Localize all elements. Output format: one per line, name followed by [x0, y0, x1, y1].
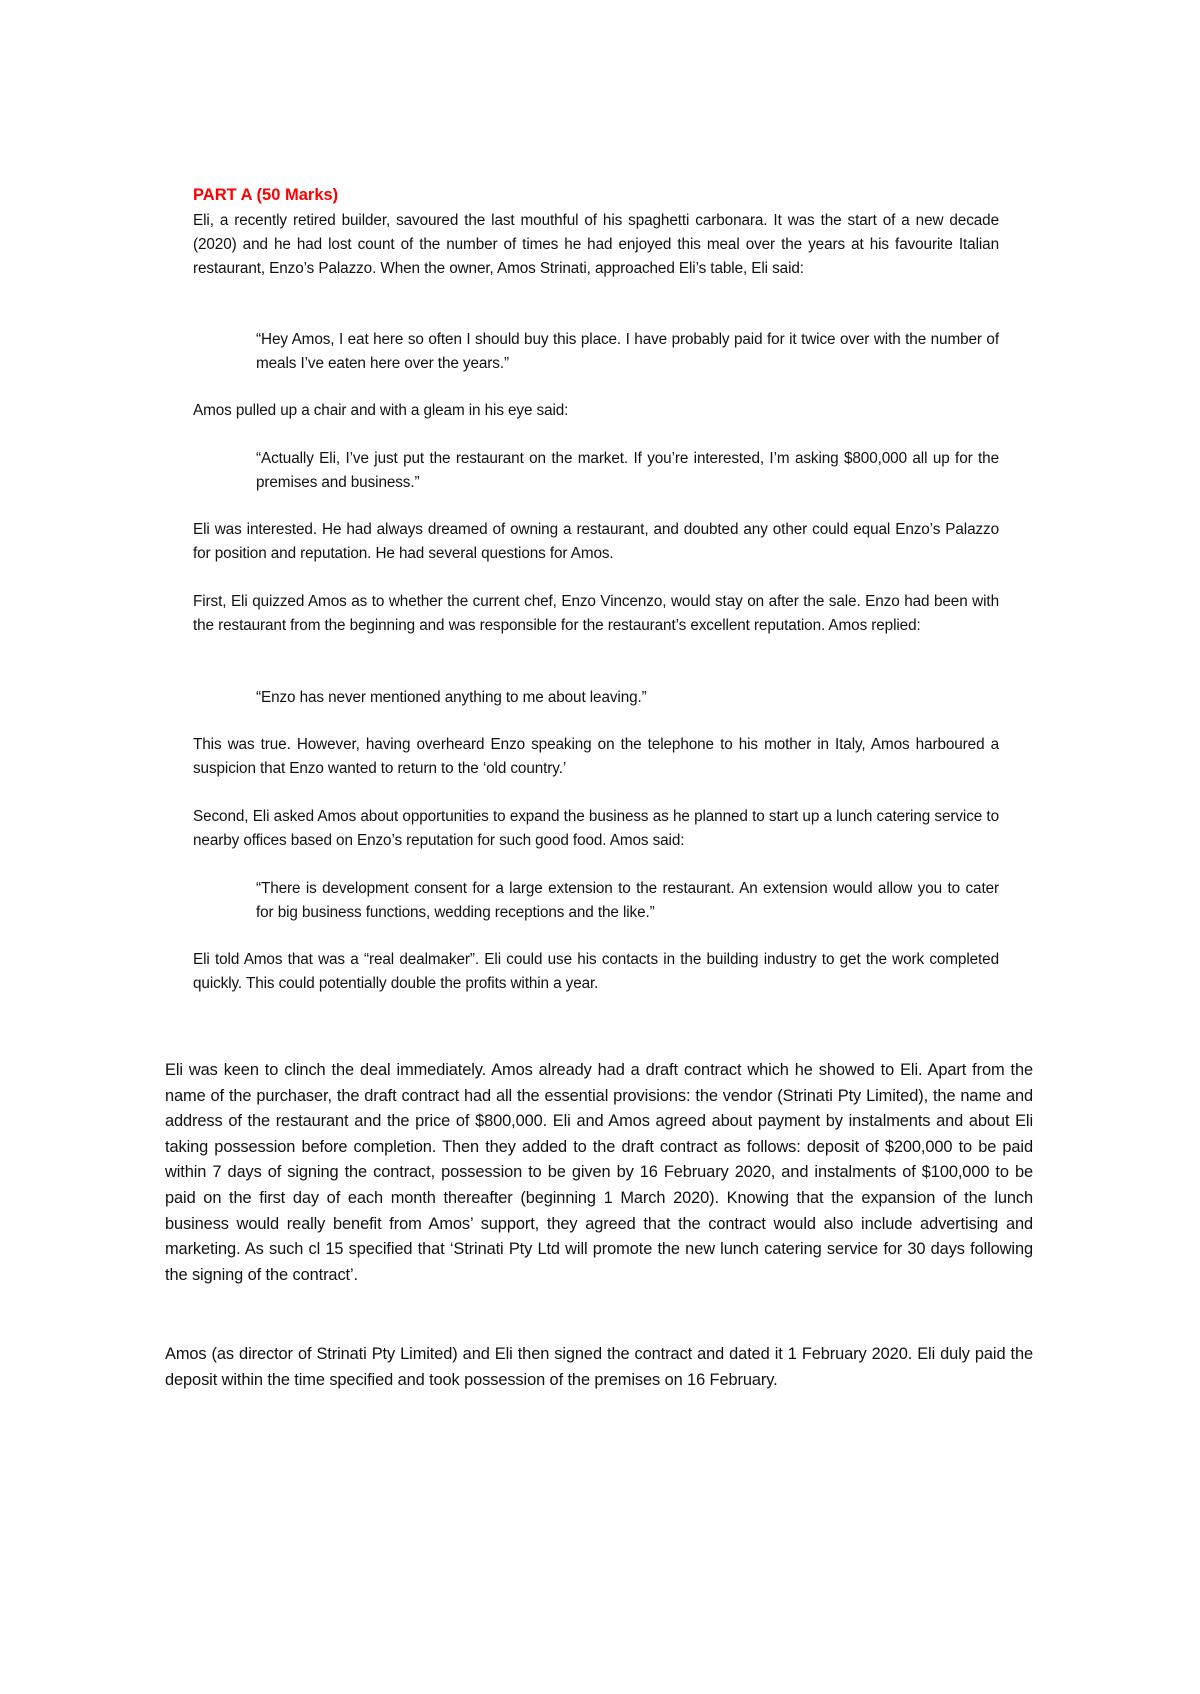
paragraph-amos-chair: Amos pulled up a chair and with a gleam in his eye said: [193, 402, 569, 419]
paragraph-contract-signed: Amos (as director of Strinati Pty Limited) and Eli then signed the contract and dated it 1 February 2020. Eli duly paid the deposit within the time specified and took possession of the premises on 16 February. [165, 1345, 1033, 1389]
section-heading: PART A (50 Marks) [193, 186, 339, 204]
paragraph-dealmaker: Eli told Amos that was a “real dealmaker”. Eli could use his contacts in the building industry to get the work completed quickly. This could potentially double the profits within a year. [193, 951, 999, 992]
paragraph-contract-terms: Eli was keen to clinch the deal immediately. Amos already had a draft contract which he showed to Eli. Apart from the name of the purchaser, the draft contract had all the essential provisions: the vendor (Strinati Pty Limited), the name and address of the restaurant and the price of $800,000. Eli and Amos agreed about payment by instalments and about Eli taking possession before completion. Then they added to the draft contract as follows: deposit of $200,000 to be paid within 7 days of signing the contract, possession to be given by 16 February 2020, and instalments of $100,000 to be paid on the first day of each month thereafter (beginning 1 March 2020). Knowing that the expansion of the lunch business would really benefit from Amos’ support, they agreed that the contract would also include advertising and marketing. As such cl 15 specified that ‘Strinati Pty Ltd will promote the new lunch catering service for 30 days following the signing of the contract’. [165, 1061, 1033, 1284]
paragraph-suspicion: This was true. However, having overheard Enzo speaking on the telephone to his mother in Italy, Amos harboured a suspicion that Enzo wanted to return to the ‘old country.’ [193, 736, 999, 777]
quote-amos-price: “Actually Eli, I’ve just put the restaurant on the market. If you’re interested, I’m asking $800,000 all up for the premises and business.” [256, 450, 999, 491]
quote-eli-buy: “Hey Amos, I eat here so often I should buy this place. I have probably paid for it twice over with the number of meals I’ve eaten here over the years.” [256, 331, 999, 372]
paragraph-chef-question: First, Eli quizzed Amos as to whether the current chef, Enzo Vincenzo, would stay on after the sale. Enzo had been with the restaurant from the beginning and was responsible for the restaurant’s excellent reputation. Amos replied: [193, 593, 999, 634]
quote-development-consent: “There is development consent for a large extension to the restaurant. An extension would allow you to cater for big business functions, wedding receptions and the like.” [256, 880, 999, 921]
paragraph-intro: Eli, a recently retired builder, savoured the last mouthful of his spaghetti carbonara. It was the start of a new decade (2020) and he had lost count of the number of times he had enjoyed this meal over the years at his favourite Italian restaurant, Enzo’s Palazzo. When the owner, Amos Strinati, approached Eli’s table, Eli said: [193, 212, 999, 277]
paragraph-expansion-question: Second, Eli asked Amos about opportunities to expand the business as he planned to start up a lunch catering service to nearby offices based on Enzo’s reputation for such good food. Amos said: [193, 808, 999, 849]
quote-enzo-leaving: “Enzo has never mentioned anything to me about leaving.” [256, 689, 647, 706]
paragraph-eli-interested: Eli was interested. He had always dreamed of owning a restaurant, and doubted any other could equal Enzo’s Palazzo for position and reputation. He had several questions for Amos. [193, 521, 999, 562]
